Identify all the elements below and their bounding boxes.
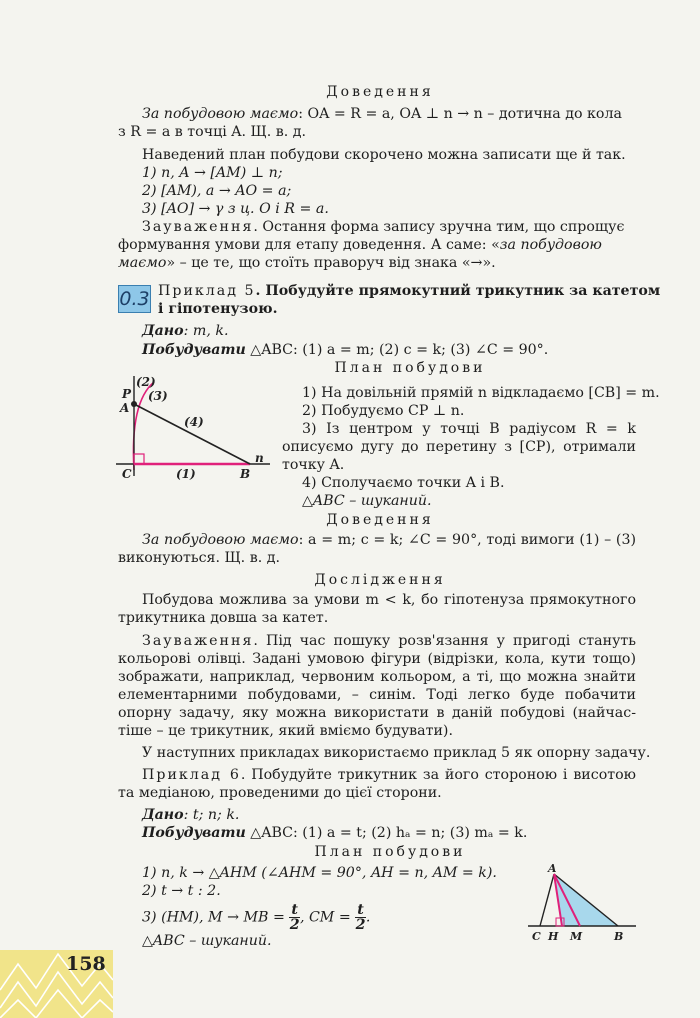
example-heading: і гіпотенузою.	[158, 301, 278, 317]
plan-step: 3) [AO] → γ з ц. O і R = a.	[142, 201, 329, 217]
note-line: Зауваження. Під час пошуку розв'язання у пригоді стануть	[142, 633, 636, 649]
note-line: формування умови для етапу доведення. А саме: «за побудовою	[118, 237, 602, 253]
label-4: (4)	[184, 415, 204, 429]
plan-step: 1) n, k → △AHM (∠AHM = 90°, AH = n, AM = k).	[142, 865, 497, 881]
text-line: За побудовою маємо: OA = R = a, OA ⊥ n → n – дотична до кола	[142, 106, 622, 122]
plan-step: 1) n, A → [AM) ⊥ n;	[142, 165, 283, 181]
text-line: виконуються. Щ. в. д.	[118, 550, 280, 566]
label-2: (2)	[136, 375, 156, 389]
plan-step: 2) t → t : 2.	[142, 883, 221, 899]
section-heading-proof: Доведення	[326, 512, 434, 528]
plan-step: точку A.	[282, 457, 345, 473]
plan-step: 3) (HM), M → MB = $\frac{t}{2}$ , CM = $\frac{t}{2}$ .	[142, 902, 371, 933]
label-m: M	[570, 930, 583, 943]
plan-heading: План побудови	[334, 360, 486, 376]
plan-heading: План побудови	[314, 844, 466, 860]
section-heading-proof: Доведення	[326, 84, 434, 100]
example-heading: Приклад 5. Побудуйте прямокутний трикутник за катетом	[158, 283, 661, 299]
note-line: елементарними побудовами, – синім. Тоді легко буде побачити	[118, 687, 636, 703]
note-line: маємо» – це те, що стоїть праворуч від знака «→».	[118, 255, 496, 271]
label-1: (1)	[176, 467, 196, 481]
note-line: зображати, наприклад, червоним кольором, а ті, що можна знайти	[118, 669, 636, 685]
label-p: P	[122, 387, 132, 401]
label-b: B	[614, 930, 624, 943]
side-ac	[540, 874, 554, 926]
text-line: Побудова можлива за умови m < k, бо гіпотенуза прямокутного	[142, 592, 636, 608]
label-c: C	[122, 467, 132, 481]
text-line: За побудовою маємо: a = m; c = k; ∠C = 90°, тоді вимоги (1) – (3)	[142, 532, 637, 548]
section-heading-research: Дослідження	[314, 572, 446, 588]
fraction-t-over-2: $\frac{t}{2}$	[289, 902, 300, 933]
note-line: тіше – це трикутник, який вміємо будувати).	[118, 723, 453, 739]
right-angle-mark	[134, 454, 144, 464]
triangle-median-figure	[524, 862, 640, 944]
right-triangle-figure	[110, 372, 280, 484]
exercise-badge: 0.3	[118, 285, 151, 313]
plan-step: 3) Із центром у точці B радіусом R = k	[302, 421, 636, 437]
point-a	[131, 401, 137, 407]
note-line: Зауваження. Остання форма запису зручна тим, що спрощує	[142, 219, 625, 235]
page-number: 158	[66, 953, 106, 975]
plan-result: △ABC – шуканий.	[142, 933, 272, 949]
text-line: У наступних прикладах використаємо приклад 5 як опорну задачу.	[142, 745, 651, 761]
plan-step: 1) На довільній прямій n відкладаємо [CB] = m.	[302, 385, 660, 401]
label-n: n	[255, 451, 264, 465]
label-h: H	[548, 930, 559, 943]
label-3: (3)	[148, 389, 168, 403]
given-line: Дано: t; n; k.	[142, 807, 240, 823]
fraction-t-over-2: $\frac{t}{2}$	[355, 902, 366, 933]
plan-step: 2) [AM), a → AO = a;	[142, 183, 292, 199]
label-b: B	[240, 467, 251, 481]
hypotenuse-ab	[134, 404, 250, 464]
plan-step: 4) Сполучаємо точки A і B.	[302, 475, 505, 491]
build-line: Побудувати △ABC: (1) a = m; (2) c = k; (3) ∠C = 90°.	[142, 342, 549, 358]
note-line: опорну задачу, яку можна використати в даній побудові (найчас-	[118, 705, 636, 721]
note-line: кольорові олівці. Задані умовою фігури (відрізки, кола, кути тощо)	[118, 651, 636, 667]
given-line: Дано: m, k.	[142, 323, 229, 339]
text-line: з R = a в точці A. Щ. в. д.	[118, 124, 306, 140]
build-line: Побудувати △ABC: (1) a = t; (2) hₐ = n; (3) mₐ = k.	[142, 825, 528, 841]
text-line: Наведений план побудови скорочено можна записати ще й так.	[142, 147, 626, 163]
plan-step: описуємо дугу до перетину з [CP), отримали	[282, 439, 636, 455]
example-heading: та медіаною, проведеними до цієї сторони.	[118, 785, 442, 801]
plan-step: 2) Побудуємо CP ⊥ n.	[302, 403, 465, 419]
label-a: A	[548, 862, 557, 875]
label-c: C	[532, 930, 541, 943]
text-line: трикутника довша за катет.	[118, 610, 329, 626]
label-a: A	[120, 401, 130, 415]
plan-result: △ABC – шуканий.	[302, 493, 432, 509]
example-heading: Приклад 6. Побудуйте трикутник за його стороною і висотою	[142, 767, 636, 783]
